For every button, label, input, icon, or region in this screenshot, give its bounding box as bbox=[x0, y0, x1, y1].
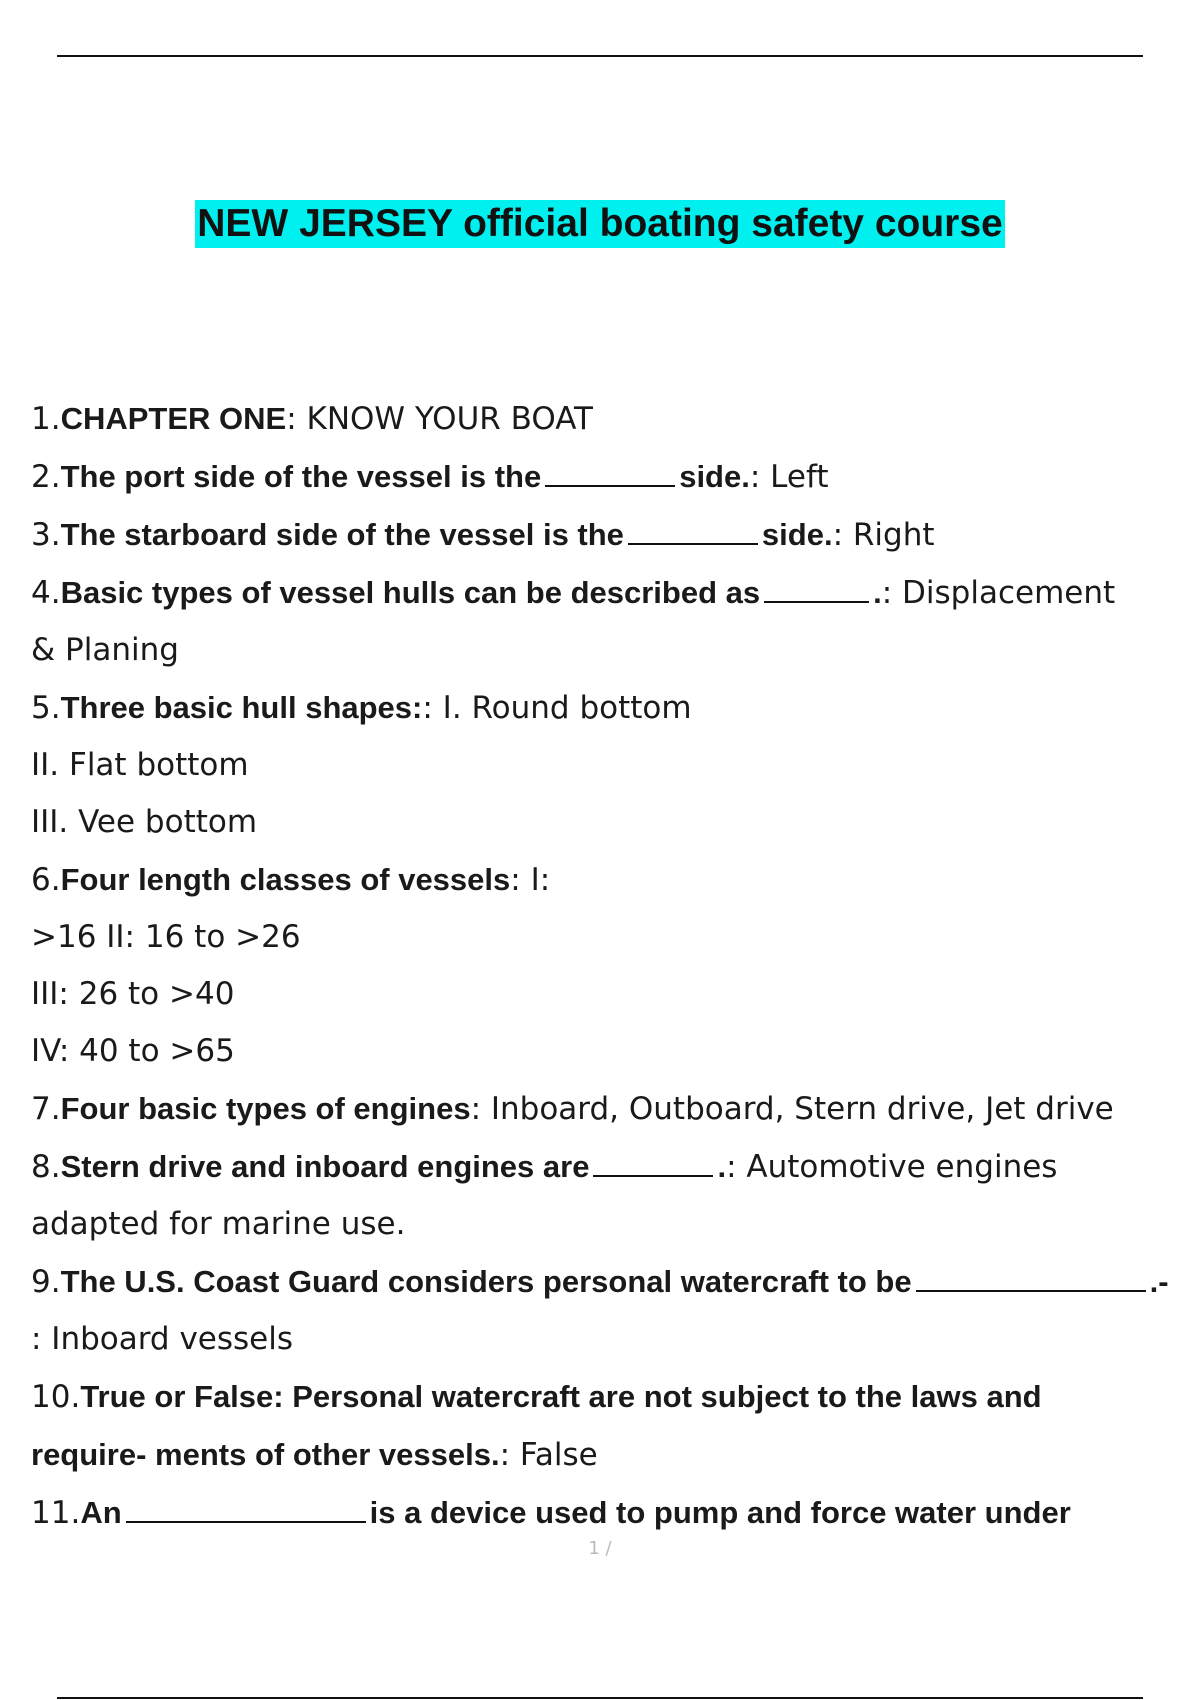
question-text: require- ments of other vessels. bbox=[31, 1437, 500, 1472]
answer-text: : False bbox=[499, 1437, 598, 1473]
question-text: Three basic hull shapes: bbox=[60, 690, 423, 725]
answer-text: : KNOW YOUR BOAT bbox=[286, 401, 593, 437]
page-title: NEW JERSEY official boating safety course bbox=[195, 200, 1004, 248]
answer-continuation: IV: 40 to >65 bbox=[31, 1033, 235, 1069]
item-number: 2. bbox=[31, 459, 61, 495]
question-text: . bbox=[873, 575, 882, 610]
answer-blank bbox=[126, 1495, 366, 1523]
title-wrap bbox=[0, 200, 1200, 248]
item-number: 9. bbox=[31, 1264, 61, 1300]
answer-blank bbox=[545, 459, 675, 487]
item-number: 7. bbox=[31, 1091, 61, 1127]
answer-continuation: >16 II: 16 to >26 bbox=[31, 919, 301, 955]
answer-continuation: III. Vee bottom bbox=[31, 804, 258, 840]
list-item bbox=[31, 1138, 1191, 1196]
item-number: 10. bbox=[31, 1379, 81, 1415]
answer-text: : Displacement bbox=[881, 575, 1116, 611]
question-text: The U.S. Coast Guard considers personal watercraft to be bbox=[60, 1264, 912, 1299]
list-item bbox=[31, 390, 1191, 448]
item-number: 11. bbox=[31, 1495, 81, 1531]
page-number: 1 / bbox=[588, 1538, 612, 1559]
answer-blank bbox=[593, 1149, 713, 1177]
question-text: Four length classes of vessels bbox=[60, 862, 511, 897]
item-number: 5. bbox=[31, 690, 61, 726]
list-item bbox=[31, 1484, 1191, 1542]
answer-blank bbox=[628, 517, 758, 545]
question-text: side. bbox=[679, 459, 750, 494]
question-text: An bbox=[80, 1495, 122, 1530]
question-text: Stern drive and inboard engines are bbox=[60, 1149, 590, 1184]
answer-continuation: II. Flat bottom bbox=[31, 747, 249, 783]
question-text: True or False: Personal watercraft are not subject to the laws and bbox=[80, 1379, 1042, 1414]
top-rule bbox=[57, 55, 1143, 57]
item-number: 3. bbox=[31, 517, 61, 553]
question-text: The port side of the vessel is the bbox=[60, 459, 542, 494]
list-item bbox=[31, 448, 1191, 506]
list-item bbox=[31, 851, 1191, 909]
item-number: 8. bbox=[31, 1149, 61, 1185]
question-continuation bbox=[31, 1426, 1191, 1484]
item-number: 4. bbox=[31, 575, 61, 611]
question-text: Basic types of vessel hulls can be described as bbox=[60, 575, 761, 610]
answer-text: : Automotive engines bbox=[726, 1149, 1058, 1185]
answer-blank bbox=[916, 1264, 1146, 1292]
answer-text: : Right bbox=[832, 517, 935, 553]
question-text: CHAPTER ONE bbox=[60, 401, 287, 436]
answer-text: : Left bbox=[749, 459, 829, 495]
answer-text: : I. Round bottom bbox=[422, 690, 692, 726]
list-item bbox=[31, 1080, 1191, 1138]
question-text: . bbox=[717, 1149, 727, 1184]
list-item bbox=[31, 564, 1191, 622]
answer-text: : Inboard, Outboard, Stern drive, Jet drive bbox=[470, 1091, 1114, 1127]
answer-text: : I: bbox=[510, 862, 551, 898]
answer-blank bbox=[764, 575, 869, 603]
answer-continuation: adapted for marine use. bbox=[31, 1206, 406, 1242]
question-text: .- bbox=[1149, 1264, 1169, 1299]
list-item bbox=[31, 1253, 1191, 1311]
answer-continuation: & Planing bbox=[31, 632, 179, 668]
question-text: is a device used to pump and force water under bbox=[369, 1495, 1071, 1530]
list-item bbox=[31, 679, 1191, 737]
question-text: The starboard side of the vessel is the bbox=[60, 517, 624, 552]
question-text: Four basic types of engines bbox=[60, 1091, 471, 1126]
item-number: 1. bbox=[31, 401, 61, 437]
answer-continuation: III: 26 to >40 bbox=[31, 976, 235, 1012]
item-number: 6. bbox=[31, 862, 61, 898]
list-item bbox=[31, 1368, 1191, 1426]
list-item bbox=[31, 506, 1191, 564]
question-text: side. bbox=[761, 517, 833, 552]
question-list bbox=[31, 390, 1191, 1542]
bottom-rule bbox=[57, 1697, 1143, 1699]
answer-continuation: : Inboard vessels bbox=[31, 1321, 294, 1357]
